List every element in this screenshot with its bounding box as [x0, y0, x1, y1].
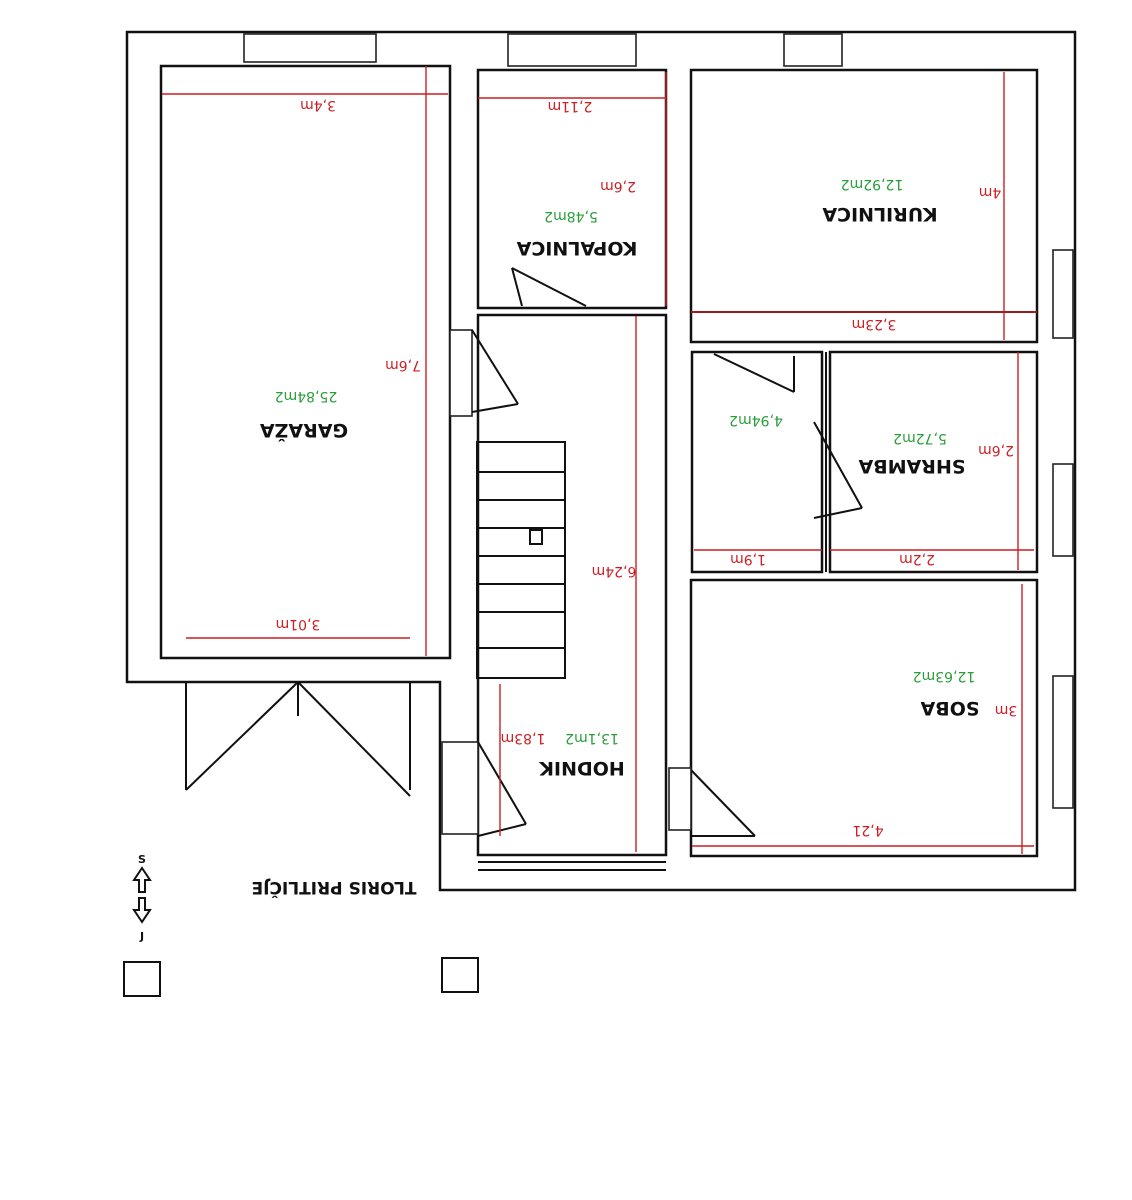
room-name-soba: SOBA: [920, 697, 980, 719]
arrow-up-icon: [134, 868, 150, 892]
compass-top-letter: S: [138, 853, 146, 866]
plan-title: TLORIS PRITLIČJE: [251, 877, 417, 897]
window-top-left: [244, 34, 376, 62]
dim-hodnik-long: 6,24m: [591, 563, 637, 579]
area-shramba: 5,72m2: [893, 430, 947, 446]
area-hodnik: 13,1m2: [565, 730, 619, 746]
compass-bottom-letter: J: [139, 930, 145, 943]
dim-shramba-side: 2,6m: [978, 442, 1014, 458]
dim-soba-side: 3m: [994, 702, 1018, 718]
area-kurilnica: 12,92m2: [840, 176, 904, 192]
room-name-kopalnica: KOPALNICA: [516, 237, 638, 259]
room-name-hodnik: HODNIK: [539, 757, 625, 779]
compass: [134, 853, 150, 943]
dim-soba-bottom: 4,21: [852, 822, 884, 838]
dim-hodnik-short: 1,83m: [500, 730, 546, 746]
window-top-door: [784, 34, 842, 66]
storage-outline: [692, 352, 822, 572]
room-name-garaza: GARAŽA: [259, 419, 349, 441]
area-garaza: 25,84m2: [274, 388, 338, 404]
dim-garaza-bottom: 3,01m: [275, 616, 321, 632]
soba-outline: [691, 580, 1037, 856]
window-top-middle: [508, 34, 636, 66]
dim-storage-bottom: 1,9m: [730, 551, 766, 567]
dim-garaza-top: 3,4m: [300, 97, 336, 113]
room-name-shramba: SHRAMBA: [858, 455, 966, 477]
dim-kurilnica-bottom: 3,23m: [851, 316, 897, 332]
dim-kurilnica-side: 4m: [978, 184, 1002, 200]
dim-kopalnica-side: 2,6m: [600, 178, 636, 194]
pillar-right: [442, 958, 478, 992]
room-name-kurilnica: KURILNICA: [822, 203, 938, 225]
window-right-3: [1053, 676, 1073, 808]
arrow-down-icon: [134, 898, 150, 922]
window-right-2: [1053, 464, 1073, 556]
garage-door: [186, 682, 410, 796]
area-storage: 4,94m2: [729, 412, 783, 428]
area-kopalnica: 5,48m2: [544, 208, 598, 224]
pillar-left: [124, 962, 160, 996]
area-soba: 12,63m2: [912, 668, 976, 684]
dim-kopalnica-top: 2,11m: [547, 98, 593, 114]
dim-garaza-side: 7,6m: [385, 357, 421, 373]
window-right-1: [1053, 250, 1073, 338]
dim-shramba-bottom: 2,2m: [899, 551, 935, 567]
